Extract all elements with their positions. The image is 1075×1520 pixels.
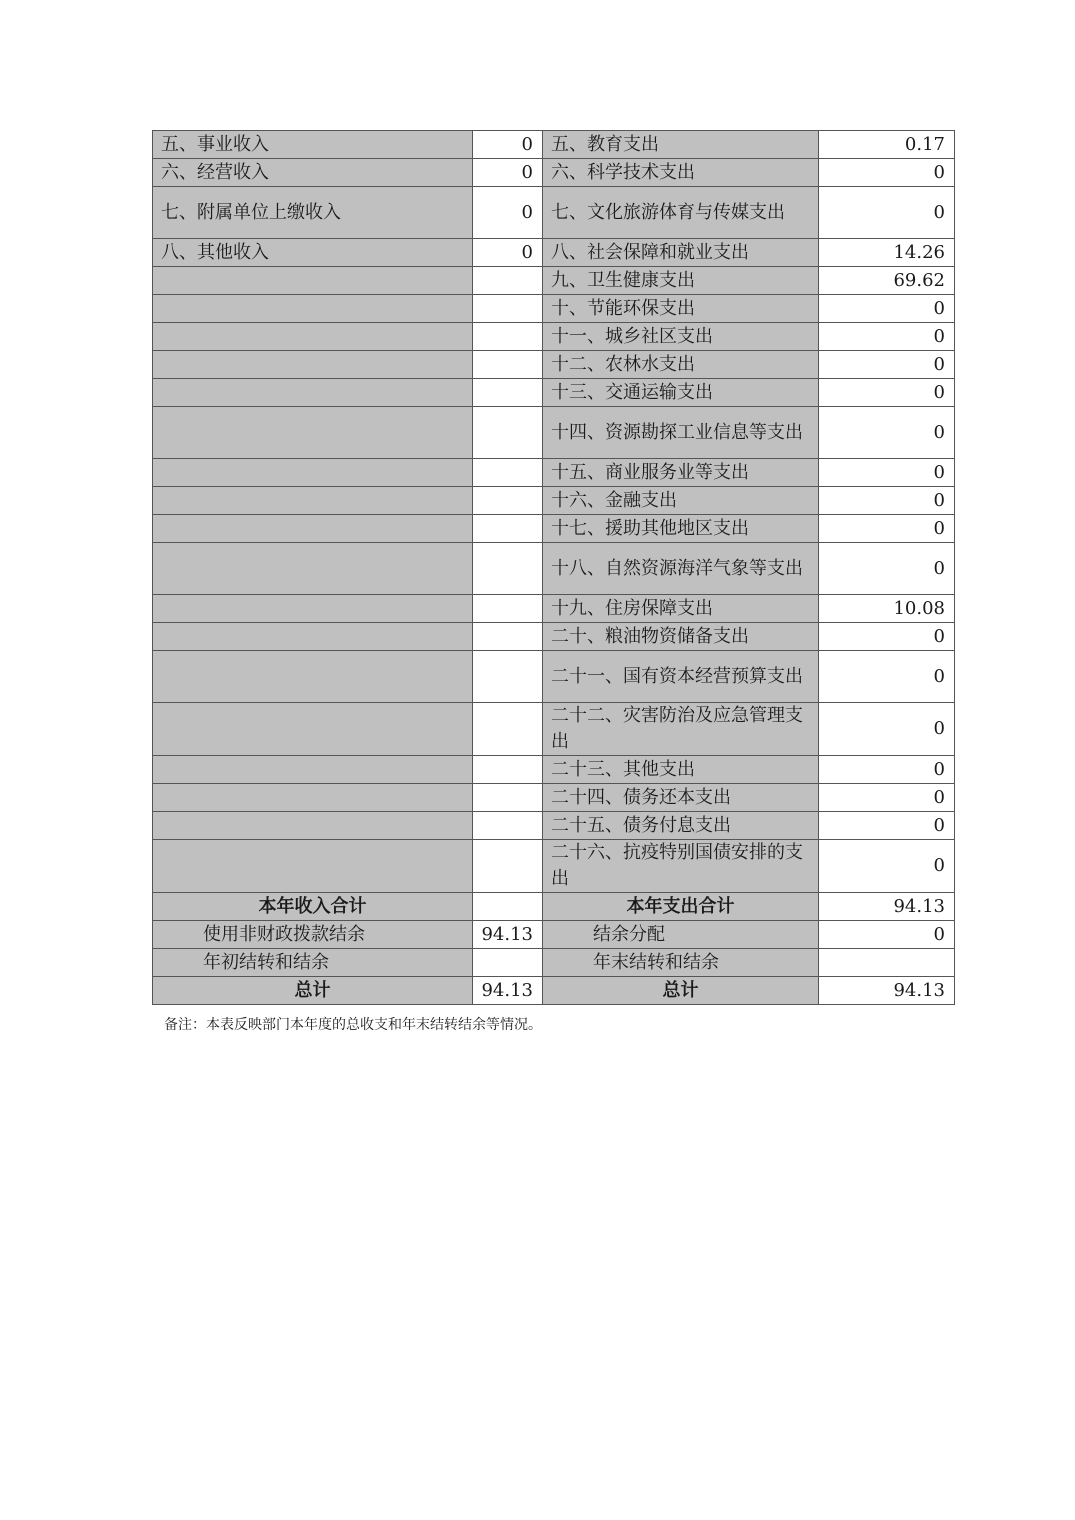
grand-total-left-label: 总计 bbox=[153, 977, 473, 1005]
carryover-end-label: 年末结转和结余 bbox=[543, 949, 819, 977]
expense-item-label: 二十六、抗疫特别国债安排的支出 bbox=[543, 840, 819, 893]
expense-item-label: 五、教育支出 bbox=[543, 131, 819, 159]
surplus-distribution-value: 0 bbox=[819, 921, 955, 949]
expense-item-value: 0 bbox=[819, 703, 955, 756]
expense-item-label: 十四、资源勘探工业信息等支出 bbox=[543, 407, 819, 459]
income-item-value bbox=[473, 595, 543, 623]
table-row bbox=[153, 515, 955, 543]
income-item-label bbox=[153, 840, 473, 893]
expense-item-label: 十六、金融支出 bbox=[543, 487, 819, 515]
expense-item-value: 0 bbox=[819, 623, 955, 651]
expense-item-label: 九、卫生健康支出 bbox=[543, 267, 819, 295]
expense-item-label: 八、社会保障和就业支出 bbox=[543, 239, 819, 267]
table-body bbox=[153, 131, 955, 1005]
income-item-label bbox=[153, 784, 473, 812]
expense-item-value: 0 bbox=[819, 840, 955, 893]
income-item-value bbox=[473, 543, 543, 595]
table-row bbox=[153, 267, 955, 295]
expense-item-value: 0 bbox=[819, 543, 955, 595]
expense-item-label: 十一、城乡社区支出 bbox=[543, 323, 819, 351]
table-row bbox=[153, 459, 955, 487]
table-row bbox=[153, 379, 955, 407]
expense-item-label: 二十二、灾害防治及应急管理支出 bbox=[543, 703, 819, 756]
non-fiscal-balance-label: 使用非财政拨款结余 bbox=[153, 921, 473, 949]
expense-item-value: 0 bbox=[819, 323, 955, 351]
income-total-label: 本年收入合计 bbox=[153, 893, 473, 921]
table-row bbox=[153, 543, 955, 595]
income-item-value bbox=[473, 784, 543, 812]
expense-total-label: 本年支出合计 bbox=[543, 893, 819, 921]
table-row bbox=[153, 131, 955, 159]
carryover-end-value bbox=[819, 949, 955, 977]
expense-total-value: 94.13 bbox=[819, 893, 955, 921]
expense-item-value: 0 bbox=[819, 487, 955, 515]
table-row bbox=[153, 623, 955, 651]
income-item-value bbox=[473, 323, 543, 351]
table-row bbox=[153, 595, 955, 623]
income-item-value: 0 bbox=[473, 187, 543, 239]
income-item-label bbox=[153, 595, 473, 623]
expense-item-label: 十八、自然资源海洋气象等支出 bbox=[543, 543, 819, 595]
income-item-label bbox=[153, 756, 473, 784]
income-item-value bbox=[473, 379, 543, 407]
income-item-label: 八、其他收入 bbox=[153, 239, 473, 267]
table-row bbox=[153, 784, 955, 812]
income-item-label bbox=[153, 651, 473, 703]
income-item-label bbox=[153, 543, 473, 595]
income-total-value bbox=[473, 893, 543, 921]
expense-item-value: 0 bbox=[819, 407, 955, 459]
income-item-value: 0 bbox=[473, 131, 543, 159]
table-row bbox=[153, 295, 955, 323]
table-row bbox=[153, 812, 955, 840]
income-item-value bbox=[473, 459, 543, 487]
income-item-label bbox=[153, 295, 473, 323]
grand-total-right-label: 总计 bbox=[543, 977, 819, 1005]
income-item-label bbox=[153, 267, 473, 295]
expense-item-label: 二十四、债务还本支出 bbox=[543, 784, 819, 812]
table-row bbox=[153, 703, 955, 756]
annual-total-row bbox=[153, 893, 955, 921]
expense-item-value: 14.26 bbox=[819, 239, 955, 267]
expense-item-label: 十七、援助其他地区支出 bbox=[543, 515, 819, 543]
expense-item-label: 二十三、其他支出 bbox=[543, 756, 819, 784]
income-item-value bbox=[473, 407, 543, 459]
income-item-value bbox=[473, 651, 543, 703]
income-item-value bbox=[473, 267, 543, 295]
expense-item-value: 69.62 bbox=[819, 267, 955, 295]
expense-item-label: 十、节能环保支出 bbox=[543, 295, 819, 323]
expense-item-value: 0 bbox=[819, 295, 955, 323]
income-item-value bbox=[473, 812, 543, 840]
surplus-distribution-label: 结余分配 bbox=[543, 921, 819, 949]
expense-item-label: 二十一、国有资本经营预算支出 bbox=[543, 651, 819, 703]
income-item-label: 七、附属单位上缴收入 bbox=[153, 187, 473, 239]
table-row bbox=[153, 323, 955, 351]
income-item-label bbox=[153, 703, 473, 756]
income-item-value: 0 bbox=[473, 159, 543, 187]
income-item-value bbox=[473, 295, 543, 323]
expense-item-label: 二十五、债务付息支出 bbox=[543, 812, 819, 840]
expense-item-value: 10.08 bbox=[819, 595, 955, 623]
table-note: 备注：本表反映部门本年度的总收支和年末结转结余等情况。 bbox=[164, 1017, 542, 1033]
table-row bbox=[153, 407, 955, 459]
table-row bbox=[153, 187, 955, 239]
income-item-label bbox=[153, 812, 473, 840]
income-item-label bbox=[153, 515, 473, 543]
expense-item-value: 0 bbox=[819, 756, 955, 784]
income-item-value bbox=[473, 623, 543, 651]
income-item-value bbox=[473, 703, 543, 756]
carryover-row bbox=[153, 949, 955, 977]
carryover-begin-value bbox=[473, 949, 543, 977]
expense-item-value: 0 bbox=[819, 459, 955, 487]
grand-total-right-value: 94.13 bbox=[819, 977, 955, 1005]
expense-item-value: 0 bbox=[819, 159, 955, 187]
income-item-label bbox=[153, 407, 473, 459]
expense-item-label: 十三、交通运输支出 bbox=[543, 379, 819, 407]
expense-item-label: 十二、农林水支出 bbox=[543, 351, 819, 379]
income-item-label: 六、经营收入 bbox=[153, 159, 473, 187]
non-fiscal-balance-value: 94.13 bbox=[473, 921, 543, 949]
income-item-value bbox=[473, 487, 543, 515]
expense-item-value: 0 bbox=[819, 515, 955, 543]
table-row bbox=[153, 651, 955, 703]
expense-item-value: 0 bbox=[819, 812, 955, 840]
income-item-label bbox=[153, 623, 473, 651]
expense-item-label: 十九、住房保障支出 bbox=[543, 595, 819, 623]
income-item-label bbox=[153, 379, 473, 407]
balance-row bbox=[153, 921, 955, 949]
expense-item-value: 0 bbox=[819, 351, 955, 379]
expense-item-value: 0 bbox=[819, 784, 955, 812]
table-row bbox=[153, 840, 955, 893]
income-item-label: 五、事业收入 bbox=[153, 131, 473, 159]
expense-item-value: 0 bbox=[819, 651, 955, 703]
income-item-value bbox=[473, 840, 543, 893]
expense-item-label: 六、科学技术支出 bbox=[543, 159, 819, 187]
table-row bbox=[153, 756, 955, 784]
expense-item-label: 十五、商业服务业等支出 bbox=[543, 459, 819, 487]
income-item-label bbox=[153, 487, 473, 515]
income-item-value bbox=[473, 515, 543, 543]
grand-total-left-value: 94.13 bbox=[473, 977, 543, 1005]
expense-item-value: 0 bbox=[819, 379, 955, 407]
income-item-value: 0 bbox=[473, 239, 543, 267]
expense-item-value: 0.17 bbox=[819, 131, 955, 159]
income-item-label bbox=[153, 323, 473, 351]
table-row bbox=[153, 351, 955, 379]
income-item-label bbox=[153, 459, 473, 487]
expense-item-label: 二十、粮油物资储备支出 bbox=[543, 623, 819, 651]
budget-table bbox=[152, 130, 955, 1005]
carryover-begin-label: 年初结转和结余 bbox=[153, 949, 473, 977]
income-item-label bbox=[153, 351, 473, 379]
income-item-value bbox=[473, 351, 543, 379]
expense-item-label: 七、文化旅游体育与传媒支出 bbox=[543, 187, 819, 239]
grand-total-row bbox=[153, 977, 955, 1005]
table-row bbox=[153, 239, 955, 267]
income-item-value bbox=[473, 756, 543, 784]
expense-item-value: 0 bbox=[819, 187, 955, 239]
table-row bbox=[153, 487, 955, 515]
table-row bbox=[153, 159, 955, 187]
